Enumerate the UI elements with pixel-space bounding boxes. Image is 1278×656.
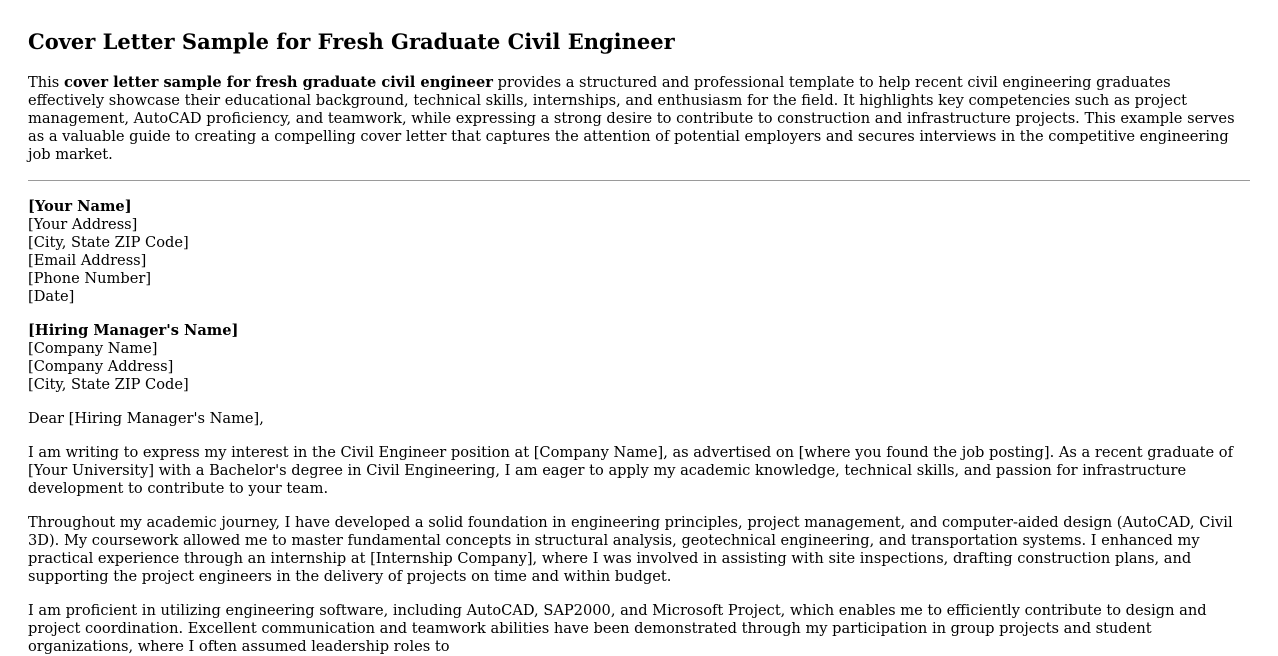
- body-paragraph-3: I am proficient in utilizing engineering software, including AutoCAD, SAP2000, and Microsoft Project, which enables me to efficiently contribute to design and project coordination. Excellent communication and teamwork abilities have been demonstrated through my participation in group projects and student organizations, where I often assumed leadership roles to: [28, 602, 1207, 655]
- sender-date: [Date]: [28, 288, 75, 305]
- page-title: Cover Letter Sample for Fresh Graduate Civil Engineer: [28, 29, 675, 54]
- sender-phone: [Phone Number]: [28, 270, 152, 287]
- section-divider: [28, 180, 1250, 181]
- recipient-address: [Company Address]: [28, 358, 174, 375]
- sender-name: [Your Name]: [28, 198, 132, 215]
- sender-city: [City, State ZIP Code]: [28, 234, 189, 251]
- sender-email: [Email Address]: [28, 252, 147, 269]
- intro-prefix: This: [28, 74, 64, 91]
- intro-paragraph: [28, 74, 1250, 164]
- sender-block: [28, 198, 1250, 306]
- salutation: Dear [Hiring Manager's Name],: [28, 410, 264, 427]
- sender-address: [Your Address]: [28, 216, 138, 233]
- intro-keyword: cover letter sample for fresh graduate civil engineer: [63, 74, 493, 91]
- recipient-name: [Hiring Manager's Name]: [28, 322, 239, 339]
- intro-body: provides a structured and professional template to help recent civil engineering graduates effectively showcase their educational background, technical skills, internships, and enthusiasm for the field. It highlights key competencies such as project management, AutoCAD proficiency, and teamwork, while expressing a strong desire to contribute to construction and infrastructure projects. This example serves as a valuable guide to creating a compelling cover letter that captures the attention of potential employers and secures interviews in the competitive engineering job market.: [28, 74, 1235, 163]
- body-paragraph-2: Throughout my academic journey, I have developed a solid foundation in engineering principles, project management, and computer-aided design (AutoCAD, Civil 3D). My coursework allowed me to master fundamental concepts in structural analysis, geotechnical engineering, and transportation systems. I enhanced my practical experience through an internship at [Internship Company], where I was involved in assisting with site inspections, drafting construction plans, and supporting the project engineers in the delivery of projects on time and within budget.: [28, 514, 1233, 585]
- recipient-city: [City, State ZIP Code]: [28, 376, 189, 393]
- recipient-company: [Company Name]: [28, 340, 158, 357]
- recipient-block: [28, 322, 1250, 394]
- body-paragraph-1: I am writing to express my interest in the Civil Engineer position at [Company Name], as advertised on [where you found the job posting]. As a recent graduate of [Your University] with a Bachelor's degree in Civil Engineering, I am eager to apply my academic knowledge, technical skills, and passion for infrastructure development to contribute to your team.: [28, 444, 1233, 497]
